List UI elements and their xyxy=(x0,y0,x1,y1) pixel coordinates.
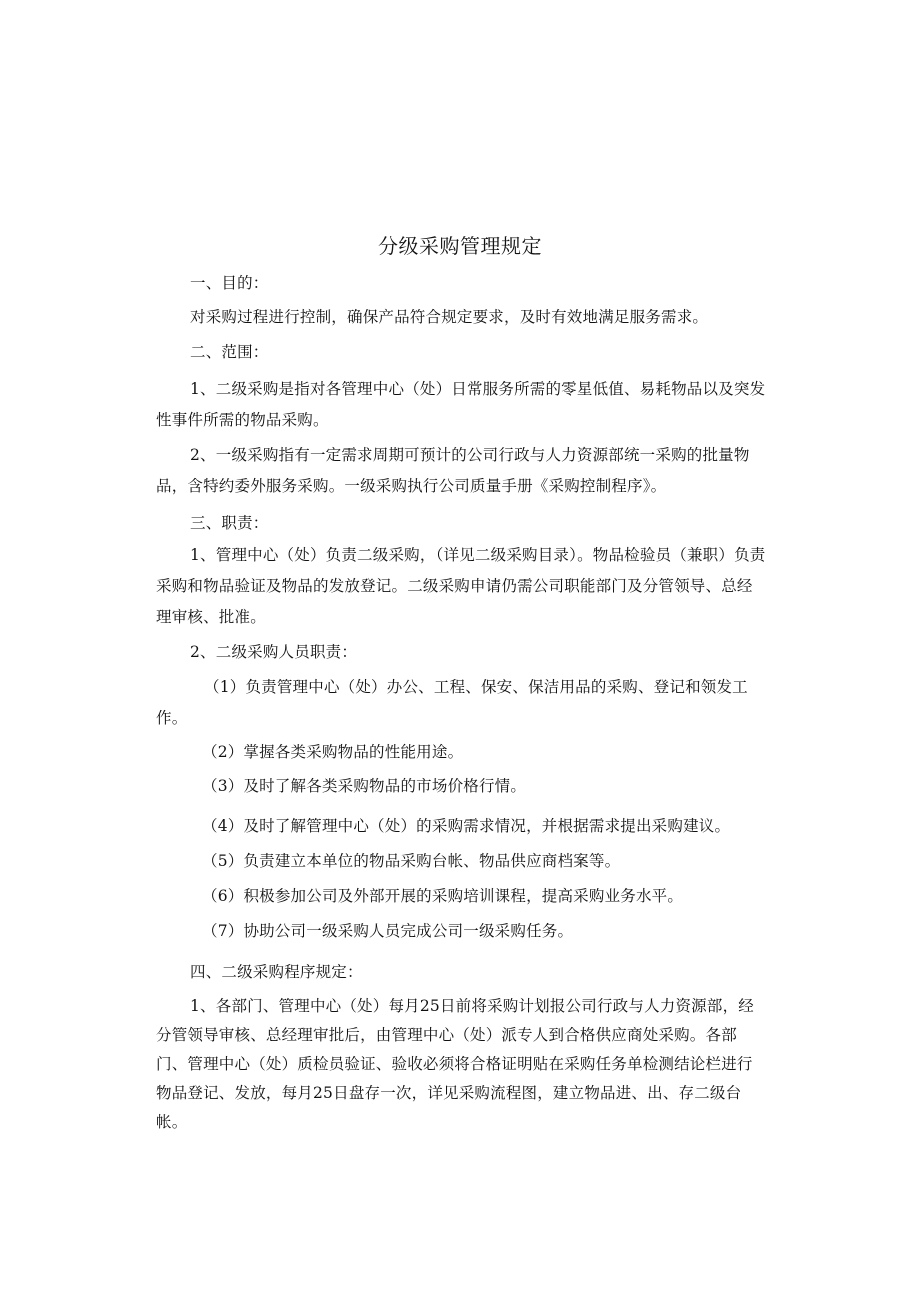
duty-item: （7）协助公司一级采购人员完成公司一级采购任务。 xyxy=(202,922,574,940)
duty-item: （6）积极参加公司及外部开展的采购培训课程，提高采购业务水平。 xyxy=(202,887,684,905)
section3-item1: 1、管理中心（处）负责二级采购，（详见二级采购目录）。物品检验员（兼职）负责采购和物品验证及物品的发放登记。二级采购申请仍需公司职能部门及分管领导、总经理审核、批准。 xyxy=(156,546,766,626)
section1-heading: 一、目的： xyxy=(190,274,269,292)
duty-item: （3）及时了解各类采购物品的市场价格行情。 xyxy=(202,777,527,795)
duty-item: （2）掌握各类采购物品的性能用途。 xyxy=(202,743,464,761)
section2-heading: 二、范围： xyxy=(190,343,269,361)
document-title: 分级采购管理规定 xyxy=(378,234,542,258)
section2-item2: 2、一级采购指有一定需求周期可预计的公司行政与人力资源部统一采购的批量物品，含特约委外服务采购。一级采购执行公司质量手册《采购控制程序》。 xyxy=(156,446,750,495)
duty-item: （1）负责管理中心（处）办公、工程、保安、保洁用品的采购、登记和领发工作。 xyxy=(156,678,748,727)
section2-item1: 1、二级采购是指对各管理中心（处）日常服务所需的零星低值、易耗物品以及突发性事件所需的物品采购。 xyxy=(156,380,766,429)
section1-text: 对采购过程进行控制，确保产品符合规定要求，及时有效地满足服务需求。 xyxy=(190,308,709,326)
section4-item1: 1、各部门、管理中心（处）每月25日前将采购计划报公司行政与人力资源部，经分管领导审核、总经理审批后，由管理中心（处）派专人到合格供应商处采购。各部门、管理中心（处）质检员验证、验收必须将合格证明贴在采购任务单检测结论栏进行物品登记、发放，每月25日盘存一次，详见采购流程图，建立物品进、出、存二级台帐。 xyxy=(156,997,754,1131)
section3-item2: 2、二级采购人员职责： xyxy=(190,643,358,661)
section3-heading: 三、职责： xyxy=(190,514,269,532)
duty-item: （4）及时了解管理中心（处）的采购需求情况，并根据需求提出采购建议。 xyxy=(202,817,731,835)
section4-heading: 四、二级采购程序规定： xyxy=(190,963,363,981)
duty-item: （5）负责建立本单位的物品采购台帐、物品供应商档案等。 xyxy=(202,852,621,870)
